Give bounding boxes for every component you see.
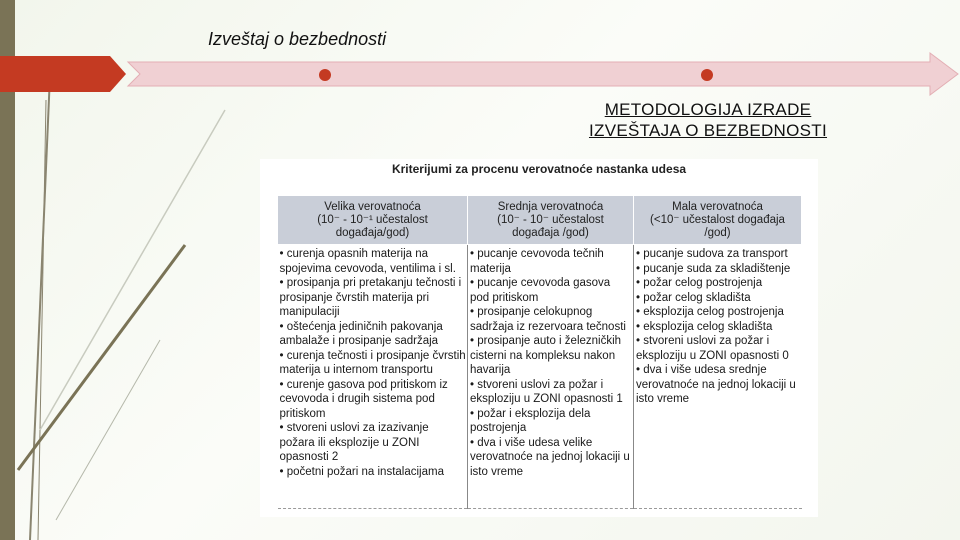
list-item: • eksplozija celog postrojenja: [636, 306, 784, 318]
list-item: • curenja opasnih materija na spojevima cevovoda, ventilima i sl.: [279, 248, 456, 275]
slide-title: [540, 99, 876, 141]
list-item: • prosipanje celokupnog sadržaja iz rezervoara tečnosti: [470, 306, 626, 333]
list-item: • pucanje cevovoda tečnih materija: [470, 248, 604, 275]
table-caption: Kriterijumi za procenu verovatnoće nastanka udesa: [391, 162, 687, 176]
column-header-high: Velika verovatnoća (10⁻ - 10⁻¹ učestalost događaja/god): [278, 196, 468, 245]
medium-probability-cell: [468, 245, 634, 509]
list-item: • dva i više udesa srednje verovatnoće na jednoj lokaciji u isto vreme: [636, 364, 796, 405]
list-item: • oštećenja jediničnih pakovanja ambalaže i prosipanje sadržaja: [279, 320, 443, 347]
list-item: • stvoreni uslovi za izazivanje požara ili eksplozije u ZONI opasnosti 2: [279, 422, 429, 463]
high-probability-cell: [278, 245, 468, 509]
timeline-arrow: [0, 50, 960, 100]
list-item: • prosipanje auto i železničkih cisterni na kompleksu nakon havarija: [470, 335, 622, 376]
probability-criteria-table: [277, 195, 802, 509]
list-item: • stvoreni uslovi za požar i eksploziju u ZONI opasnosti 1: [470, 378, 623, 405]
list-item: • curenje gasova pod pritiskom iz cevovoda i drugih sistema pod pritiskom: [279, 378, 448, 420]
low-probability-cell: [634, 245, 802, 509]
column-header-low: Mala verovatnoća (<10⁻ učestalost događaja /god): [634, 196, 802, 245]
list-item: • stvoreni uslovi za požar i eksploziju u ZONI opasnosti 0: [636, 335, 789, 362]
list-item: • pucanje cevovoda gasova pod pritiskom: [470, 277, 611, 304]
list-item: • curenja tečnosti i prosipanje čvrstih materija u internom transportu: [279, 349, 466, 376]
list-item: • požar celog skladišta: [636, 291, 751, 304]
header-title: Izveštaj o bezbednosti: [208, 29, 387, 49]
list-item: • pucanje suda za skladištenje: [636, 262, 791, 275]
slide-title-line-2: IZVEŠTAJA O BEZBEDNOSTI: [588, 121, 828, 140]
list-item: • požar celog postrojenja: [636, 277, 763, 289]
slide-title-line-1: METODOLOGIJA IZRADE: [604, 100, 812, 119]
list-item: • požar i eksplozija dela postrojenja: [470, 407, 591, 434]
list-item: • dva i više udesa velike verovatnoće na jednoj lokaciji u isto vreme: [470, 436, 630, 478]
list-item: • eksplozija celog skladišta: [636, 320, 773, 333]
list-item: • prosipanja pri pretakanju tečnosti i prosipanje čvrstih materija pri manipulaciji: [279, 277, 462, 318]
criteria-table-image: [260, 159, 818, 517]
list-item: • početni požari na instalacijama: [279, 465, 444, 478]
timeline-dot: [701, 69, 713, 81]
timeline-dot: [319, 69, 331, 81]
column-header-medium: Srednja verovatnoća (10⁻ - 10⁻ učestalost događaja /god): [468, 196, 634, 245]
list-item: • pucanje sudova za transport: [636, 248, 788, 260]
